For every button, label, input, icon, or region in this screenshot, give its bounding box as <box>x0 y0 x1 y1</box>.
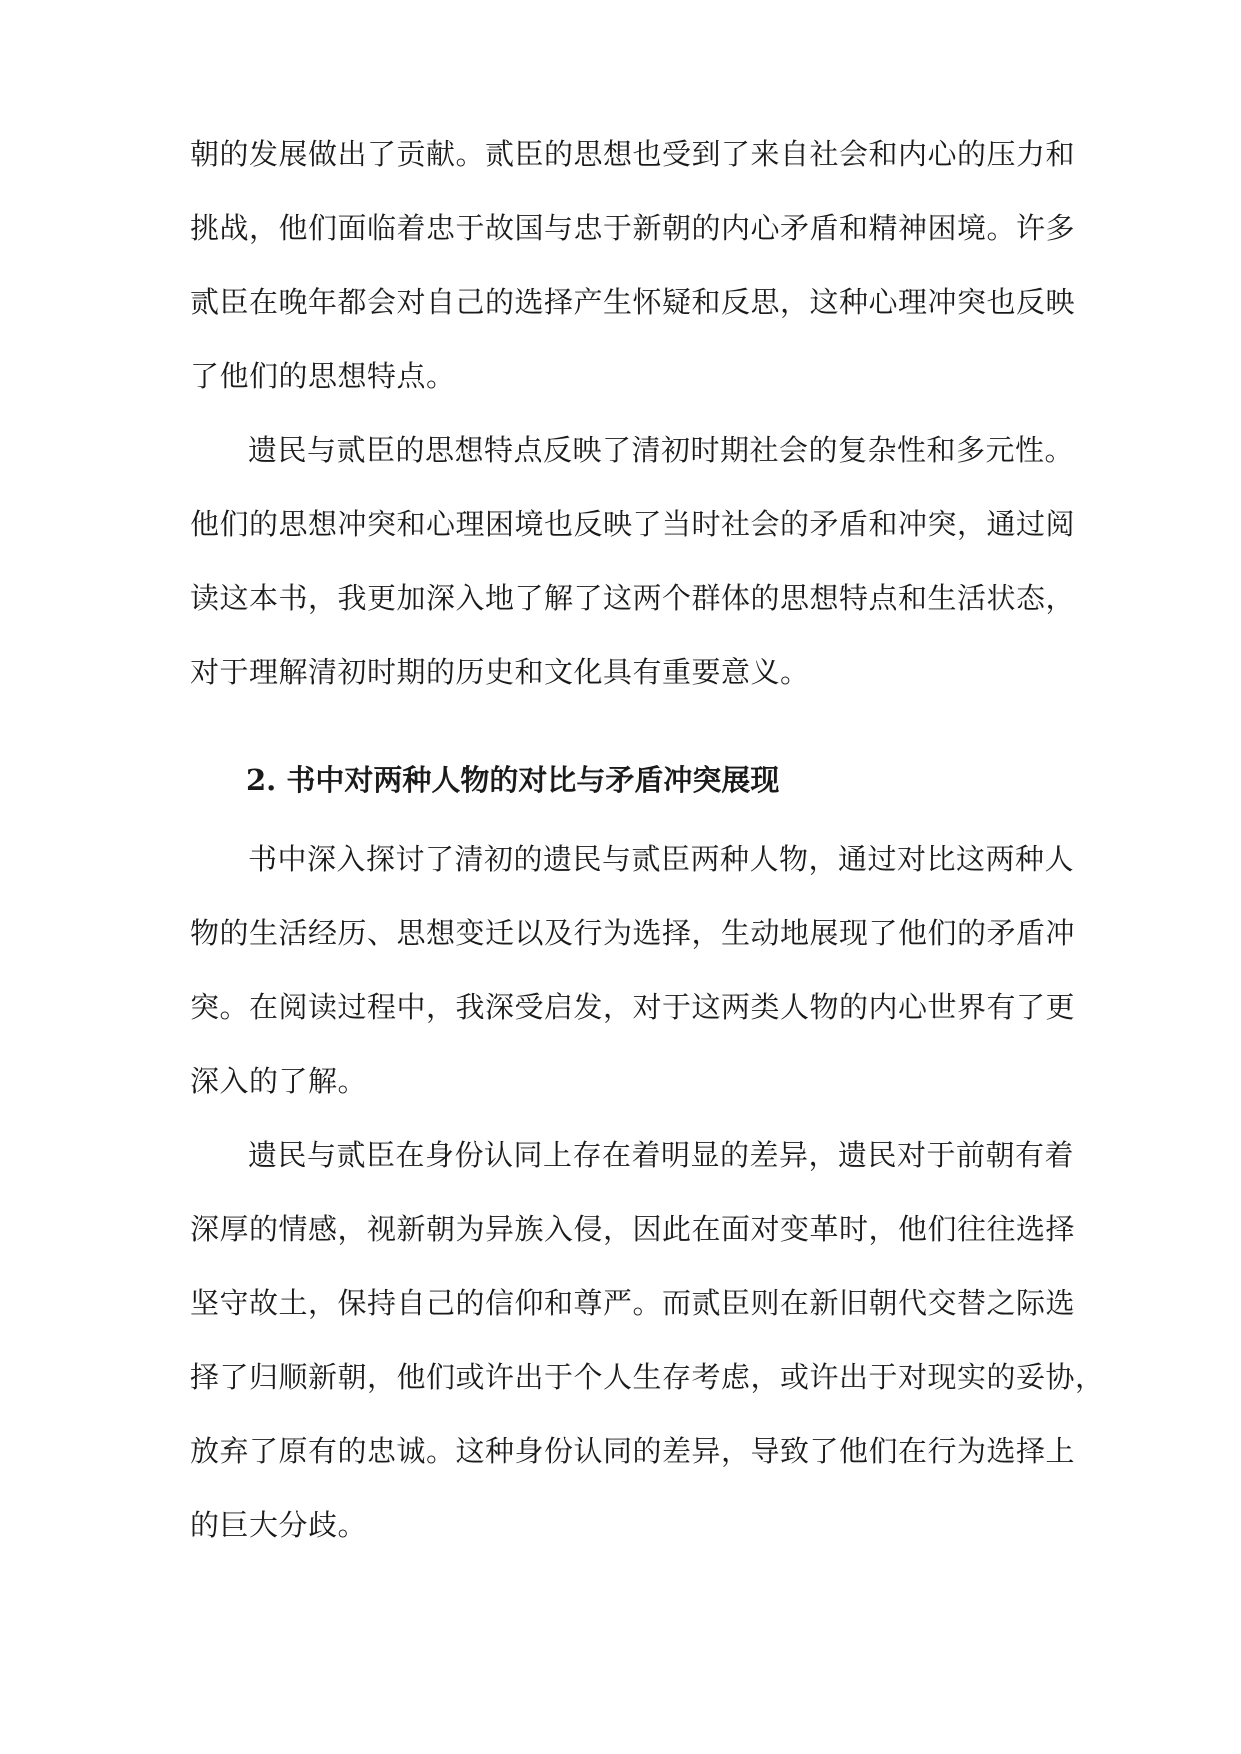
paragraph-line: 放弃了原有的忠诚。这种身份认同的差异，导致了他们在行为选择上 <box>190 1434 1076 1468</box>
paragraph-line: 遗民与贰臣的思想特点反映了清初时期社会的复杂性和多元性。 <box>248 433 1075 467</box>
paragraph-line: 挑战，他们面临着忠于故国与忠于新朝的内心矛盾和精神困境。许多 <box>190 211 1076 245</box>
paragraph-line: 遗民与贰臣在身份认同上存在着明显的差异，遗民对于前朝有着 <box>248 1138 1075 1172</box>
paragraph-line: 突。在阅读过程中，我深受启发，对于这两类人物的内心世界有了更 <box>190 990 1076 1024</box>
paragraph-line: 物的生活经历、思想变迁以及行为选择，生动地展现了他们的矛盾冲 <box>190 916 1076 950</box>
paragraph-line: 书中深入探讨了清初的遗民与贰臣两种人物，通过对比这两种人 <box>248 842 1075 876</box>
paragraph-line: 贰臣在晚年都会对自己的选择产生怀疑和反思，这种心理冲突也反映 <box>190 285 1076 319</box>
paragraph-line: 读这本书，我更加深入地了解了这两个群体的思想特点和生活状态， <box>190 581 1076 615</box>
paragraph-line: 深厚的情感，视新朝为异族入侵，因此在面对变革时，他们往往选择 <box>190 1212 1076 1246</box>
paragraph-line: 朝的发展做出了贡献。贰臣的思想也受到了来自社会和内心的压力和 <box>190 137 1076 171</box>
section-heading: 2. 书中对两种人物的对比与矛盾冲突展现 <box>246 763 780 797</box>
paragraph-line: 了他们的思想特点。 <box>190 359 456 393</box>
paragraph-line: 深入的了解。 <box>190 1064 368 1098</box>
paragraph-line: 他们的思想冲突和心理困境也反映了当时社会的矛盾和冲突，通过阅 <box>190 507 1076 541</box>
paragraph-line: 对于理解清初时期的历史和文化具有重要意义。 <box>190 655 810 689</box>
paragraph-line: 择了归顺新朝，他们或许出于个人生存考虑，或许出于对现实的妥协， <box>190 1360 1105 1394</box>
paragraph-line: 的巨大分歧。 <box>190 1508 368 1542</box>
paragraph-line: 坚守故土，保持自己的信仰和尊严。而贰臣则在新旧朝代交替之际选 <box>190 1286 1076 1320</box>
